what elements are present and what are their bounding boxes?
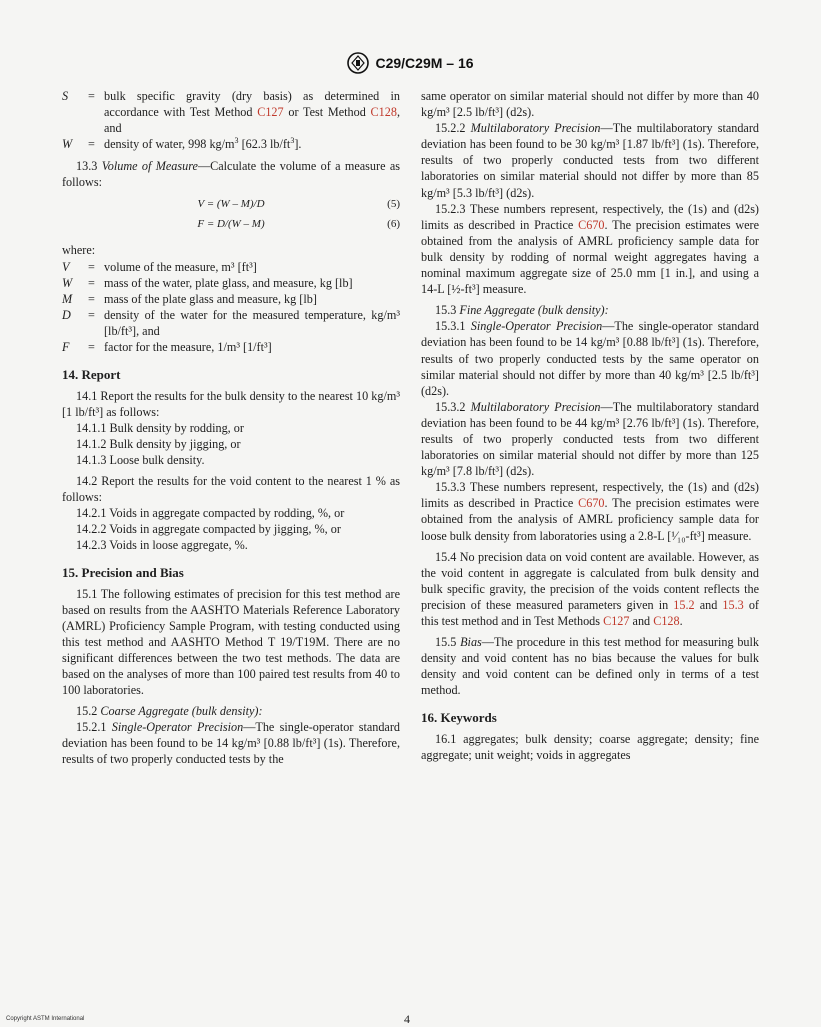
definition-v: V = volume of the measure, m³ [ft³] bbox=[62, 259, 257, 274]
where-label: where: bbox=[62, 242, 96, 257]
paragraph-14-2-3: 14.2.3 Voids in loose aggregate, %. bbox=[76, 538, 248, 553]
definition-m: M = mass of the plate glass and measure, kg [lb] bbox=[62, 292, 317, 307]
paragraph-13-3: 13.3 Volume of Measure—Calculate the volume of a measure as follows: bbox=[62, 159, 400, 190]
link-15-2[interactable]: 15.2 bbox=[673, 597, 695, 612]
equation-5: V = (W – M)/D (5) bbox=[197, 197, 400, 210]
section-15-heading: 15. Precision and Bias bbox=[62, 565, 184, 581]
paragraph-15-1: 15.1 The following estimates of precision for this test method are based on results from the AASHTO Materials Reference Laboratory (AMRL) Proficiency Sample Program, with testing conducted using this test method and AASHTO Method T 19/T19M. There are no significant differences between the two test methods. The data are based on the analyses of more than 100 paired test results from 40 to 100 laboratories. bbox=[62, 586, 400, 698]
link-c670-2[interactable]: C670 bbox=[578, 496, 605, 511]
variable-definitions bbox=[62, 259, 400, 356]
definition-d: D = density of the water for the measured temperature, kg/m³ [lb/ft³], and bbox=[62, 308, 400, 339]
paragraph-15-2-3: 15.2.3 These numbers represent, respectively, the (1s) and (d2s) limits as described in Practice C670. The precision estimates were obtained from the analysis of AMRL proficiency sample data for bulk density by rodding of normal weight aggregates having a nominal maximum aggregate size of 25.0 mm [1 in.], and using a 14-L [½-ft³] measure. bbox=[421, 201, 759, 297]
paragraph-14-2-1: 14.2.1 Voids in aggregate compacted by rodding, %, or bbox=[76, 506, 345, 521]
paragraph-14-1-1: 14.1.1 Bulk density by rodding, or bbox=[76, 420, 244, 435]
definition-w-mass: W = mass of the water, plate glass, and measure, kg [lb] bbox=[62, 275, 353, 290]
link-15-3[interactable]: 15.3 bbox=[722, 597, 744, 612]
paragraph-14-1-2: 14.1.2 Bulk density by jigging, or bbox=[76, 436, 241, 451]
paragraph-15-5: 15.5 Bias—The procedure in this test method for measuring bulk density and void content has no bias because the values for bulk density and void content can be defined only in terms of a test method. bbox=[421, 635, 760, 698]
footer-copyright: Copyright ASTM International bbox=[6, 1016, 85, 1022]
paragraph-15-3: 15.3 Fine Aggregate (bulk density): bbox=[435, 303, 609, 318]
section-14-heading: 14. Report bbox=[62, 367, 121, 383]
left-column bbox=[62, 88, 400, 773]
paragraph-14-2: 14.2 Report the results for the void content to the nearest 1 % as follows: bbox=[62, 473, 400, 505]
link-c128-2[interactable]: C128 bbox=[653, 614, 680, 628]
definition-w: W = density of water, 998 $kg/m^3$ [62.3 $lb/ft^3$]. bbox=[62, 136, 302, 152]
page-number: 4 bbox=[404, 1012, 410, 1026]
link-c127-2[interactable]: C127 bbox=[603, 614, 630, 628]
link-c127[interactable]: C127 bbox=[257, 105, 284, 120]
equation-6: F = D/(W – M) (6) bbox=[197, 217, 400, 230]
page-header bbox=[0, 52, 821, 74]
paragraph-14-1: 14.1 Report the results for the bulk density to the nearest 10 kg/m³ [1 lb/ft³] as follows: bbox=[62, 388, 400, 419]
paragraph-15-3-1: 15.3.1 Single-Operator Precision—The single-operator standard deviation has been found to be 14 kg/m³ [0.88 lb/ft³] (1s). Therefore, results of two properly conducted tests by the same operator on similar material should not differ by more than 40 kg/m³ [2.5 lb/ft³] (d2s). bbox=[421, 319, 759, 398]
paragraph-15-3-3: 15.3.3 These numbers represent, respectively, the (1s) and (d2s) limits as described in Practice C670. The precision estimates were obtained from the analysis of AMRL proficiency sample data for loose bulk density from laboratories using a 2.8-L [¹⁄₁₀-ft³] measure. bbox=[421, 480, 759, 543]
section-16-heading: 16. Keywords bbox=[421, 710, 497, 726]
document-id: C29/C29M – 16 bbox=[375, 55, 474, 71]
paragraph-15-2: 15.2 Coarse Aggregate (bulk density): bbox=[76, 704, 263, 719]
paragraph-15-2-1-continued: same operator on similar material should not differ by more than 40 kg/m³ [2.5 lb/ft³] (d2s). bbox=[421, 89, 759, 120]
link-c670[interactable]: C670 bbox=[578, 217, 605, 232]
paragraph-16-1: 16.1 aggregates; bulk density; coarse aggregate; density; fine aggregate; unit weight; voids in aggregates bbox=[421, 731, 759, 762]
paragraph-15-2-1: 15.2.1 Single-Operator Precision—The single-operator standard deviation has been found to be 14 kg/m³ [0.88 lb/ft³] (1s). Therefore, results of two properly conducted tests by the bbox=[62, 720, 400, 767]
paragraph-14-2-2: 14.2.2 Voids in aggregate compacted by jigging, %, or bbox=[76, 522, 341, 537]
paragraph-15-3-2: 15.3.2 Multilaboratory Precision—The multilaboratory standard deviation has been found to be 44 kg/m³ [2.76 lb/ft³] (1s). Therefore, results of two properly conducted tests from two different laboratories on similar material should not differ by more than 125 kg/m³ [7.8 lb/ft³] (d2s). bbox=[421, 399, 759, 479]
definition-f: F = factor for the measure, 1/m³ [1/ft³] bbox=[62, 340, 272, 355]
right-column bbox=[421, 88, 759, 768]
definition-s: S = bulk specific gravity (dry basis) as determined in accordance with Test Method C127 or Test Method C128, and bbox=[62, 89, 400, 136]
astm-logo-icon bbox=[347, 52, 369, 74]
paragraph-15-2-2: 15.2.2 Multilaboratory Precision—The multilaboratory standard deviation has been found to be 30 kg/m³ [1.87 lb/ft³] (1s). Therefore, results of two properly conducted tests from two different laboratories on similar material should not differ by more than 85 kg/m³ [5.3 lb/ft³] (d2s). bbox=[421, 121, 759, 200]
paragraph-14-1-3: 14.1.3 Loose bulk density. bbox=[76, 452, 205, 467]
paragraph-15-4: 15.4 No precision data on void content are available. However, as the void content in aggregate is calculated from bulk density and bulk specific gravity, the precision of the voids content reflects the precision of these measured parameters given in 15.2 and 15.3 of this test method and in Test Methods C127 and C128. bbox=[421, 549, 759, 628]
link-c128[interactable]: C128 bbox=[370, 105, 397, 120]
